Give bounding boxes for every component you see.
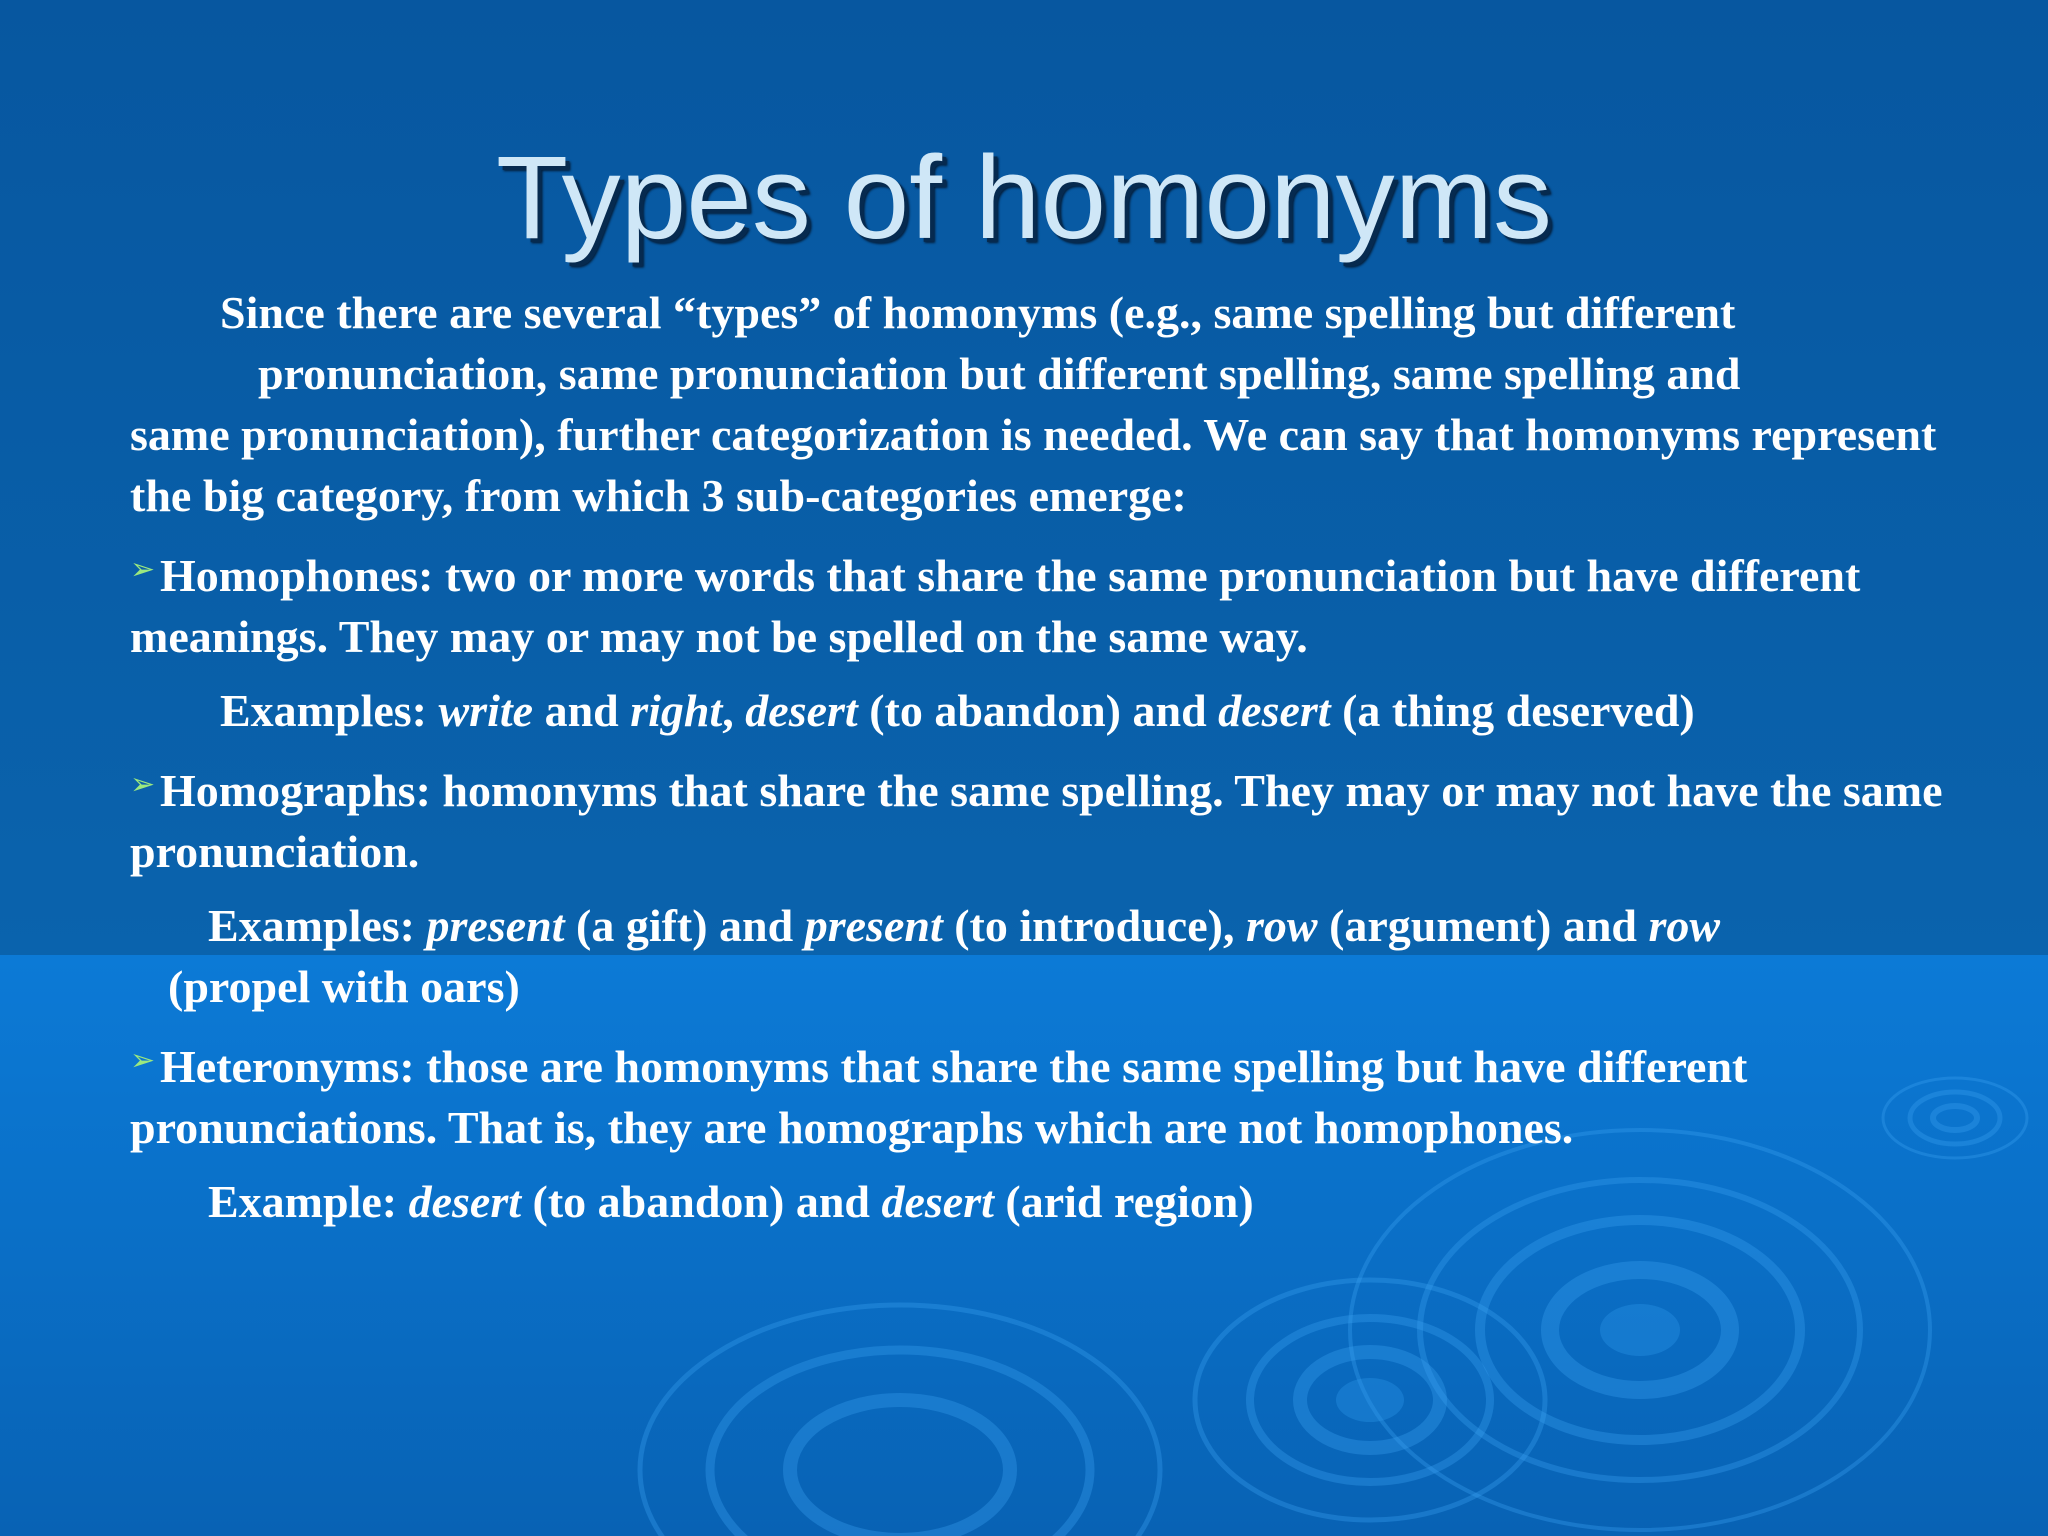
example-connector: ,	[722, 685, 746, 736]
example-gloss: (to abandon) and	[857, 685, 1219, 736]
example-gloss: (to introduce),	[942, 900, 1246, 951]
arrow-bullet-icon: ➢	[130, 552, 156, 587]
intro-line-2: pronunciation, same pronunciation but different spelling, same spelling and	[258, 348, 1741, 399]
example-word: desert	[745, 685, 858, 736]
ripple-ring	[790, 1400, 1010, 1536]
example-label: Example:	[208, 1176, 398, 1227]
intro-paragraph	[130, 282, 1970, 526]
homophones-examples	[130, 680, 1970, 741]
ripple-center	[1600, 1304, 1680, 1356]
example-label: Examples:	[208, 900, 415, 951]
example-label: Examples:	[220, 685, 427, 736]
example-connector: and	[533, 685, 631, 736]
homographs-examples	[130, 895, 1970, 1017]
example-gloss: (argument) and	[1317, 900, 1649, 951]
example-word: right	[630, 685, 723, 736]
example-gloss: (a gift) and	[564, 900, 805, 951]
bullet-homophones	[130, 539, 1970, 667]
example-word: desert	[881, 1176, 994, 1227]
example-gloss: (propel with oars)	[168, 961, 520, 1012]
example-word: row	[1648, 900, 1721, 951]
example-gloss: (arid region)	[993, 1176, 1254, 1227]
slide-body	[130, 282, 1970, 1232]
example-word: row	[1245, 900, 1318, 951]
heteronyms-example	[130, 1171, 1970, 1232]
example-gloss: (a thing deserved)	[1330, 685, 1695, 736]
example-word: write	[438, 685, 534, 736]
example-gloss: (to abandon) and	[521, 1176, 882, 1227]
slide-title: Types of homonyms	[496, 132, 1552, 264]
homophones-definition: Homophones: two or more words that share the same pronunciation but have different meanings. They may or may not be spelled on the same way.	[130, 550, 1861, 662]
intro-line-rest: same pronunciation), further categorization is needed. We can say that homonyms represent the big category, from which 3 sub-categories emerge:	[130, 409, 1937, 521]
example-word: present	[804, 900, 943, 951]
bullet-heteronyms	[130, 1030, 1970, 1158]
arrow-bullet-icon: ➢	[130, 1043, 156, 1078]
ripple-ring	[710, 1350, 1090, 1536]
example-word: desert	[408, 1176, 522, 1227]
example-word: present	[426, 900, 565, 951]
bullet-homographs	[130, 754, 1970, 882]
heteronyms-definition: Heteronyms: those are homonyms that share the same spelling but have different pronunciations. That is, they are homographs which are not homophones.	[130, 1041, 1748, 1153]
ripple-center	[1336, 1378, 1404, 1422]
arrow-bullet-icon: ➢	[130, 767, 156, 802]
example-word: desert	[1218, 685, 1331, 736]
intro-line-1: Since there are several “types” of homonyms (e.g., same spelling but different	[220, 287, 1736, 338]
homographs-definition: Homographs: homonyms that share the same spelling. They may or may not have the same pronunciation.	[130, 765, 1943, 877]
